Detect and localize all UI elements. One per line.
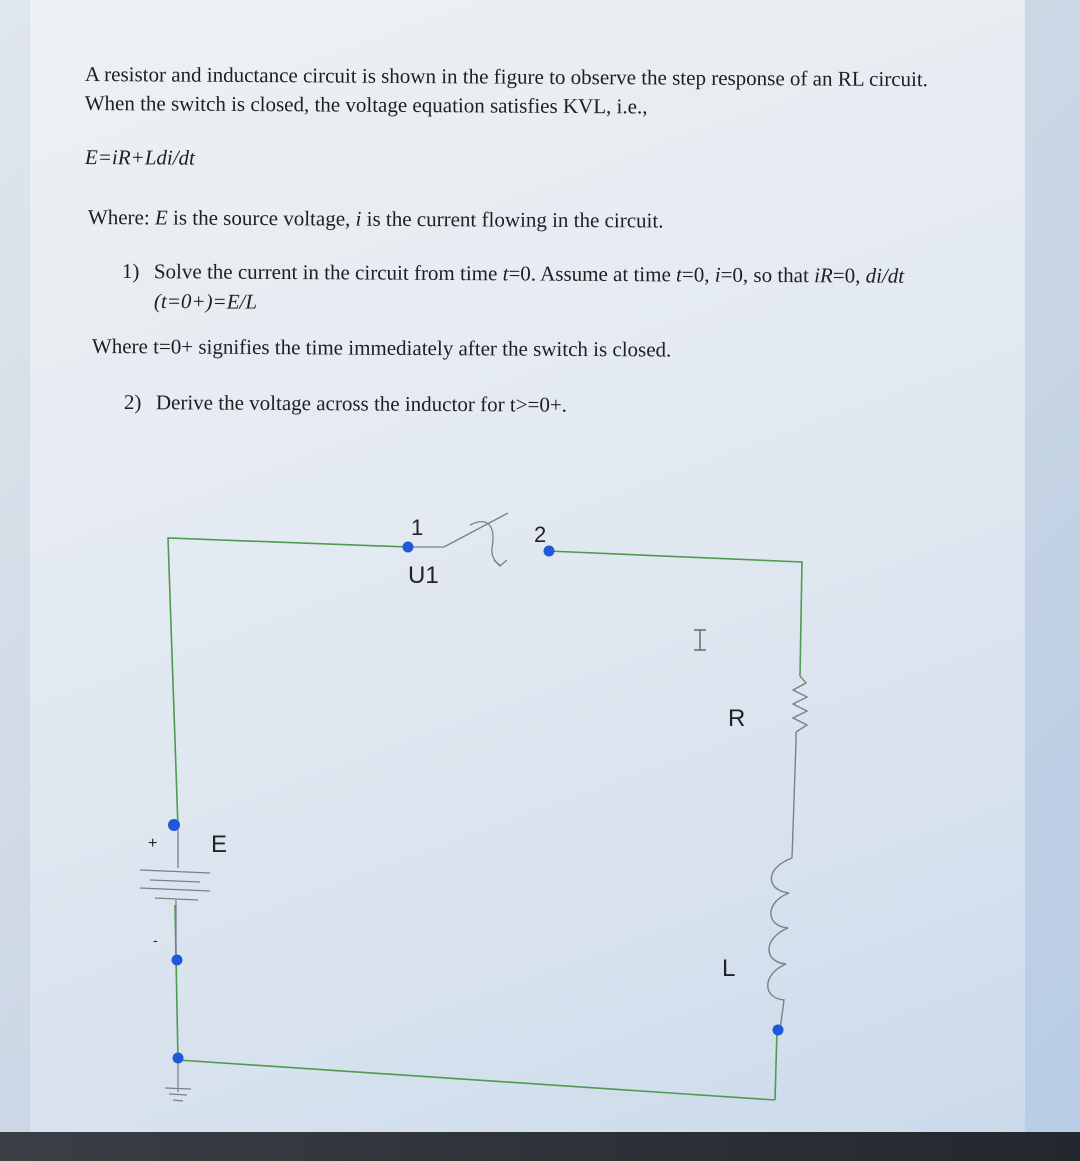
node-switch-pin-2 [544, 546, 555, 557]
switch-pin-2-label: 2 [534, 522, 547, 547]
equation-text: E=iR+Ldi/dt [84, 144, 196, 170]
resistor-symbol [792, 676, 807, 858]
switch-name-label: U1 [408, 562, 439, 589]
ground-symbol [165, 1060, 191, 1101]
node-ground [173, 1053, 184, 1064]
q1-text-c: =0, [681, 262, 715, 287]
question-2-number: 2) [123, 389, 142, 415]
q1-text-b: =0. Assume at time [508, 261, 677, 287]
source-plus-label: + [148, 835, 158, 852]
circuit-wires [168, 538, 802, 1100]
where-suffix: is the current flowing in the circuit. [361, 206, 664, 233]
wire-bottom [178, 1060, 775, 1100]
q1-text-a: Solve the current in the circuit from time [153, 259, 503, 286]
symbol-E: E [154, 205, 168, 230]
q1-symbol-iR: iR [814, 263, 833, 288]
node-switch-pin-1 [403, 542, 414, 553]
question-1-number: 1) [121, 258, 140, 284]
where-t0-text: Where t=0+ signifies the time immediately after the switch is closed. [91, 333, 672, 362]
question-2-text: Derive the voltage across the inductor for t>=0+. [155, 390, 568, 417]
inductor-symbol [768, 858, 792, 1030]
wire-right-top [548, 551, 802, 676]
switch-arrow [470, 522, 500, 565]
q1-symbol-i: i [714, 262, 721, 287]
switch-pin-1-label: 1 [411, 515, 424, 540]
current-marker [694, 630, 706, 650]
q1-symbol-t: t [502, 261, 509, 286]
resistor-label: R [728, 705, 746, 732]
source-label: E [211, 831, 228, 858]
node-source-minus [172, 955, 183, 966]
q1-symbol-didt: di/dt [865, 263, 905, 288]
source-minus-label: - [153, 932, 158, 948]
circuit-nodes [168, 542, 784, 1064]
wire-left-top [168, 538, 408, 828]
symbol-i: i [355, 206, 362, 231]
q1-symbol-t2: t [676, 262, 682, 287]
switch-arm [444, 513, 508, 547]
monitor-bezel [0, 1132, 1080, 1161]
wire-right-bottom [775, 1030, 777, 1100]
where-prefix: Where: [87, 204, 156, 230]
where-mid: is the source voltage, [167, 205, 356, 231]
node-source-plus [168, 819, 180, 831]
inductor-label: L [722, 955, 736, 982]
intro-line-1: A resistor and inductance circuit is shown in the figure to observe the step response of an RL circuit. [84, 61, 929, 92]
q1-text-d: =0, so that [720, 262, 815, 288]
q1-text-e: =0, [832, 263, 866, 288]
node-inductor-end [773, 1025, 784, 1036]
q1-initial-condition: (t=0+)=E/L [153, 288, 258, 314]
intro-line-2: When the switch is closed, the voltage equation satisfies KVL, i.e., [84, 90, 648, 119]
